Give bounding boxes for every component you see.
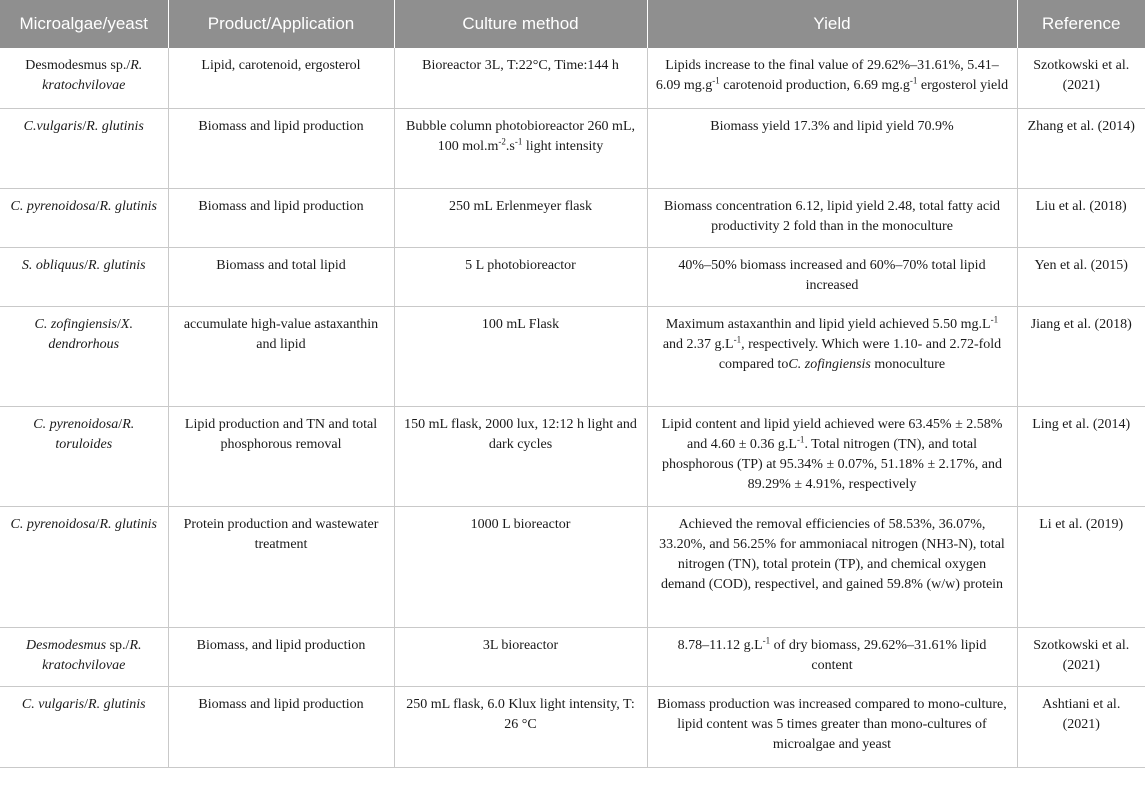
cell-product: Biomass and total lipid bbox=[168, 247, 394, 306]
cell-product: Biomass, and lipid production bbox=[168, 627, 394, 686]
cell-organism: S. obliquus/R. glutinis bbox=[0, 247, 168, 306]
column-header-organism: Microalgae/yeast bbox=[0, 0, 168, 48]
cell-yield: 8.78–11.12 $g.L^{-1}$ of dry biomass, 29.62%–31.61% lipid content bbox=[647, 627, 1017, 686]
table-row bbox=[0, 627, 1145, 686]
cell-reference: Yen et al. (2015) bbox=[1017, 247, 1145, 306]
column-header-yield: Yield bbox=[647, 0, 1017, 48]
cell-yield: Lipid content and lipid yield achieved were 63.45% ± 2.58% and 4.60 ± 0.36 $g.L^{-1}$. Total nitrogen (TN), and total phosphorous (TP) at 95.34% ± 0.07%, 51.18% ± 2.17%, and 89.29% ± 4.91%, respectively bbox=[647, 406, 1017, 506]
cell-reference: Ashtiani et al. (2021) bbox=[1017, 686, 1145, 767]
header-row bbox=[0, 0, 1145, 48]
cell-reference: Jiang et al. (2018) bbox=[1017, 306, 1145, 406]
cell-reference: Zhang et al. (2014) bbox=[1017, 108, 1145, 188]
table-row bbox=[0, 108, 1145, 188]
cell-method: 3L bioreactor bbox=[394, 627, 647, 686]
column-header-product: Product/Application bbox=[168, 0, 394, 48]
cell-method: 5 L photobioreactor bbox=[394, 247, 647, 306]
cell-method: 250 mL Erlenmeyer flask bbox=[394, 188, 647, 247]
cell-yield: Biomass production was increased compared to mono-culture, lipid content was 5 times greater than mono-cultures of microalgae and yeast bbox=[647, 686, 1017, 767]
cell-yield: 40%–50% biomass increased and 60%–70% total lipid increased bbox=[647, 247, 1017, 306]
column-header-method: Culture method bbox=[394, 0, 647, 48]
column-header-reference: Reference bbox=[1017, 0, 1145, 48]
table-row bbox=[0, 506, 1145, 627]
cell-method: Bioreactor 3L, T:22°C, Time:144 h bbox=[394, 48, 647, 108]
cell-organism: C. vulgaris/R. glutinis bbox=[0, 686, 168, 767]
table-body bbox=[0, 48, 1145, 767]
cell-product: Biomass and lipid production bbox=[168, 108, 394, 188]
cell-method: 100 mL Flask bbox=[394, 306, 647, 406]
table-row bbox=[0, 247, 1145, 306]
cell-method: 250 mL flask, 6.0 Klux light intensity, T: 26 °C bbox=[394, 686, 647, 767]
cell-yield: Lipids increase to the final value of 29.62%–31.61%, 5.41–6.09 $mg.g^{-1}$ carotenoid production, 6.69 $mg.g^{-1}$ ergosterol yield bbox=[647, 48, 1017, 108]
table-row bbox=[0, 406, 1145, 506]
table-row bbox=[0, 48, 1145, 108]
cell-product: Biomass and lipid production bbox=[168, 188, 394, 247]
cell-product: Lipid, carotenoid, ergosterol bbox=[168, 48, 394, 108]
cell-reference: Liu et al. (2018) bbox=[1017, 188, 1145, 247]
cell-organism: C. pyrenoidosa/R. glutinis bbox=[0, 188, 168, 247]
cell-product: Biomass and lipid production bbox=[168, 686, 394, 767]
cell-method: 150 mL flask, 2000 lux, 12:12 h light and dark cycles bbox=[394, 406, 647, 506]
table-row bbox=[0, 306, 1145, 406]
table-row bbox=[0, 188, 1145, 247]
cell-product: Protein production and wastewater treatment bbox=[168, 506, 394, 627]
cell-organism: C.vulgaris/R. glutinis bbox=[0, 108, 168, 188]
cell-product: accumulate high-value astaxanthin and lipid bbox=[168, 306, 394, 406]
table-row bbox=[0, 686, 1145, 767]
cell-organism: C. pyrenoidosa/R. toruloides bbox=[0, 406, 168, 506]
cell-yield: Biomass yield 17.3% and lipid yield 70.9% bbox=[647, 108, 1017, 188]
cell-organism: Desmodesmus sp./R. kratochvilovae bbox=[0, 48, 168, 108]
cell-method: 1000 L bioreactor bbox=[394, 506, 647, 627]
cell-product: Lipid production and TN and total phosphorous removal bbox=[168, 406, 394, 506]
cell-yield: Biomass concentration 6.12, lipid yield 2.48, total fatty acid productivity 2 fold than in the monoculture bbox=[647, 188, 1017, 247]
cell-reference: Szotkowski et al. (2021) bbox=[1017, 627, 1145, 686]
cell-organism: C. pyrenoidosa/R. glutinis bbox=[0, 506, 168, 627]
cell-reference: Li et al. (2019) bbox=[1017, 506, 1145, 627]
cell-organism: C. zofingiensis/X. dendrorhous bbox=[0, 306, 168, 406]
cell-yield: Achieved the removal efficiencies of 58.53%, 36.07%, 33.20%, and 56.25% for ammoniacal nitrogen (NH3-N), total nitrogen (TN), total protein (TP), and chemical oxygen demand (COD), respectivel, and gained 59.8% (w/w) protein bbox=[647, 506, 1017, 627]
cell-reference: Szotkowski et al. (2021) bbox=[1017, 48, 1145, 108]
cell-reference: Ling et al. (2014) bbox=[1017, 406, 1145, 506]
cell-organism: Desmodesmus sp./R. kratochvilovae bbox=[0, 627, 168, 686]
cell-method: Bubble column photobioreactor 260 mL, 100 $mol.m^{-2}.s^{-1}$ light intensity bbox=[394, 108, 647, 188]
cell-yield: Maximum astaxanthin and lipid yield achieved 5.50 $mg.L^{-1}$ and 2.37 $g.L^{-1}$, respectively. Which were 1.10- and 2.72-fold compared toC. zofingiensis monoculture bbox=[647, 306, 1017, 406]
